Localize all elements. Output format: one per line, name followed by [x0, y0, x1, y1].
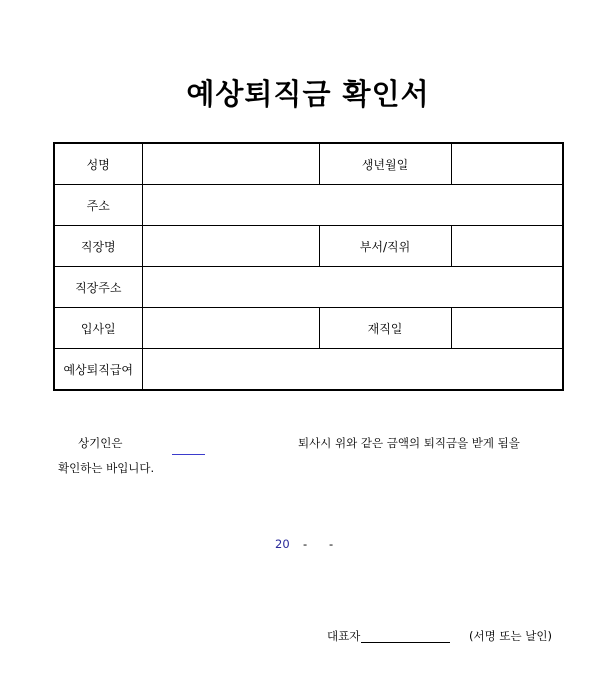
table-row	[54, 226, 563, 267]
severance-label: 예상퇴직급여	[54, 349, 142, 391]
tenure-field[interactable]	[451, 308, 563, 349]
dept-field[interactable]	[451, 226, 563, 267]
statement-prefix: 상기인은	[78, 436, 123, 450]
tenure-label: 재직일	[319, 308, 451, 349]
table-row	[54, 308, 563, 349]
date-year-prefix: 20	[275, 537, 290, 551]
person-name-underline[interactable]	[172, 454, 205, 455]
signature-note: (서명 또는 날인)	[469, 629, 552, 643]
statement-suffix: 확인하는 바입니다.	[58, 461, 155, 475]
date-separator-2: -	[329, 537, 334, 551]
birth-label: 생년월일	[319, 143, 451, 185]
date-separator-1: -	[303, 537, 308, 551]
birth-field[interactable]	[451, 143, 563, 185]
join-date-label: 입사일	[54, 308, 142, 349]
signature-line[interactable]	[361, 642, 450, 643]
info-table	[53, 142, 564, 391]
address-label: 주소	[54, 185, 142, 226]
dept-label: 부서/직위	[319, 226, 451, 267]
statement-middle: 퇴사시 위와 같은 금액의 퇴직금을 받게 됨을	[298, 436, 520, 450]
name-field[interactable]	[142, 143, 319, 185]
severance-field[interactable]	[142, 349, 563, 391]
company-address-label: 직장주소	[54, 267, 142, 308]
company-label: 직장명	[54, 226, 142, 267]
document-title: 예상퇴직금 확인서	[186, 77, 430, 111]
company-field[interactable]	[142, 226, 319, 267]
join-date-field[interactable]	[142, 308, 319, 349]
table-row	[54, 185, 563, 226]
name-label: 성명	[54, 143, 142, 185]
representative-label: 대표자	[327, 629, 361, 643]
table-row	[54, 143, 563, 185]
company-address-field[interactable]	[142, 267, 563, 308]
address-field[interactable]	[142, 185, 563, 226]
table-row	[54, 349, 563, 391]
table-row	[54, 267, 563, 308]
